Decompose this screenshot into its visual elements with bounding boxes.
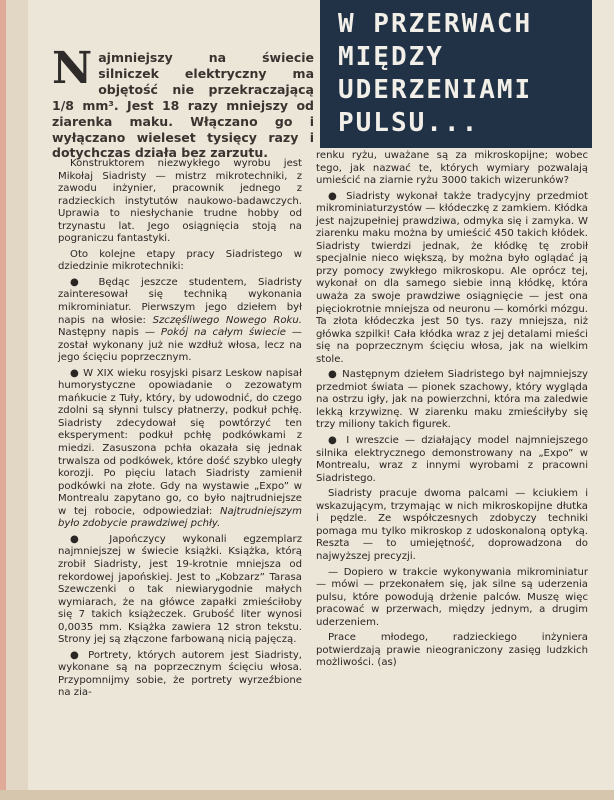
left-color-stripe: [0, 0, 6, 800]
text-column-right: [316, 150, 588, 673]
paragraph: [316, 435, 588, 485]
bullet-icon: ●: [328, 190, 347, 202]
paragraph: — Dopiero w trakcie wykonywania mikrominiatur — mówi — przekonałem się, jak silne są uderzenia pulsu, które powodują drżenie palców. Muszę więc pracować w przerwach, między jednym, a drugim uderzeniem.: [316, 566, 588, 628]
paragraph: Prace młodego, radzieckiego inżyniera potwierdzają prawie nieograniczony zasięg ludzkich możliwości. (as): [316, 632, 588, 669]
paragraph: renku ryżu, uważane są za mikroskopijne; wobec tego, jak nazwać te, których wymiary pozwalają umieścić na ziarnie ryżu 3000 takich wizerunków?: [316, 150, 588, 187]
quote-text: Pokój na całym świecie: [160, 327, 286, 339]
paragraph-text: Siadristy wykonał także tradycyjny przedmiot mikrominiaturzystów — kłódeczkę z zamkiem. Kłódka jest najzupełniej prawdziwa, odmyka się i zamyka. W ziarenku maku można by umieścić 450 takich kłódek. Siadristy twierdzi jednak, że kłódkę tę zrobił specjalnie nieco większą, by można było oglądać ją przy pomocy zwykłego mikroskopu. Ale oprócz tej, wykonał on dla samego siebie inną kłódkę, która uważa za swoje prawdziwe osiągnięcie — jest ona pięciokrotnie mniejsza od neuronu — komórki mózgu. Ta złota kłódeczka jest 50 tys. razy mniejsza, niż główka szpilki! Cała kłódka wraz z jej detalami mieści się na poprzecznym ścięciu włosa, jak na wielkim stole.: [316, 190, 588, 365]
paragraph-text: I wreszcie — działający model najmniejszego silnika elektrycznego demonstrowany na „Expo” w Montrealu, wraz z innymi wyrobami z pracowni Siadristego.: [316, 435, 588, 484]
paragraph: [58, 534, 302, 647]
paragraph: [316, 191, 588, 367]
title-line: PULSU...: [338, 108, 480, 138]
paragraph-text: Japończycy wykonali egzemplarz najmniejszej w świecie książki. Książka, którą zrobił Siadristy, jest 19-krotnie mniejsza od rekordowej japońskiej. Jest to „Kobzarz” Tarasa Szewczenki o tak niewiarygodnie małych wymiarach, że na główce zapałki zmieściłoby się 7 takich książeczek. Grubość liter wynosi 0,0035 mm. Książka zawiera 12 stron tekstu. Strony jej są złączone farbowaną nicią pajęczą.: [58, 533, 302, 646]
paragraph: Konstruktorem niezwykłego wyrobu jest Mikołaj Siadristy — mistrz mikrotechniki, z zawodu inżynier, pracownik jednego z radzieckich instytutów naukowo-badawczych. Uprawia to niesłychanie trudne hobby od trzynastu lat. Jego osiągnięcia stoją na pograniczu fantastyki.: [58, 158, 302, 245]
paragraph-text: — został wykonany już nie wzdłuż włosa, lecz na jego ścięciu poprzecznym.: [58, 327, 302, 364]
paragraph-text: Następny napis —: [58, 327, 161, 339]
bullet-icon: ●: [70, 276, 99, 288]
quote-text: Najtrudniejszym było zdobycie prawdziwej pchły.: [58, 505, 302, 530]
lead-paragraph: [52, 43, 314, 161]
drop-cap: N: [52, 43, 93, 94]
title-line: UDERZENIAMI: [338, 75, 533, 105]
paragraph-text: Następnym dziełem Siadristego był najmniejszy przedmiot świata — pionek szachowy, który wygląda na ostrzu igły, jak na powierzchni, która ma zaledwie lekką krzywiznę. W ziarenku maku zmieściłyby się trzy miliony takich figurek.: [316, 369, 588, 431]
bullet-icon: ●: [70, 533, 110, 545]
paragraph: [58, 277, 302, 365]
text-column-left: [58, 158, 302, 703]
paragraph: [58, 368, 302, 531]
paragraph: [316, 369, 588, 432]
bullet-icon: ●: [328, 435, 347, 447]
bullet-icon: ●: [328, 369, 343, 381]
article-title: [320, 0, 592, 148]
bottom-margin-band: [0, 790, 614, 800]
left-margin-band: [0, 0, 28, 800]
paragraph: Oto kolejne etapy pracy Siadristego w dziedzinie mikrotechniki:: [58, 248, 302, 273]
paragraph-text: W XIX wieku rosyjski pisarz Leskow napisał humorystyczne opowiadanie o zezowatym mańkucie z Tuły, który, by udowodnić, do czego zdolni są słynni tulscy płatnerzy, podkuł pchłę. Siadristy zdecydował się powtórzyć ten eksperyment: podkuł pchłę podkówkami z miedzi. Zasuszona pchła okazała się jednak trwalsza od podkówek, które dość szybko uległy korozji. Po pięciu latach Siadristy zamienił podkówki na złote. Gdy na wystawie „Expo” w Montrealu zapytano go, co było najtrudniejsze w tej robocie, odpowiedział:: [58, 367, 302, 517]
lead-text: ajmniejszy na świecie silniczek elektryczny ma objętość nie przekraczającą 1/8 mm³. Jest 18 razy mniejszy od ziarenka maku. Włączano go i wyłączano wieleset tysięcy razy i dotychczas działa bez zarzutu.: [52, 50, 314, 161]
bullet-icon: ●: [70, 649, 89, 661]
paragraph: [58, 650, 302, 700]
paragraph: Siadristy pracuje dwoma palcami — kciukiem i wskazującym, trzymając w nich mikroskopijne dłutka i pędzle. Ze współczesnych zdobyczy techniki pomaga mu tylko mikroskop z udoskonaloną optyką. Reszta — to umiejętność, doprowadzona do najwyższej precyzji.: [316, 488, 588, 562]
paragraph-text: Będąc jeszcze studentem, Siadristy zainteresował się techniką wykonania mikrominiatur. Pierwszym jego dziełem był napis na włosie:: [58, 276, 302, 326]
title-line: MIĘDZY: [338, 42, 444, 72]
quote-text: Szczęśliwego Nowego Roku.: [152, 314, 302, 326]
paragraph-text: Portrety, których autorem jest Siadristy, wykonane są na poprzecznym ścięciu włosa. Przypomnijmy sobie, że portrety wyrzeźbione na zia-: [58, 649, 302, 699]
bullet-icon: ●: [70, 367, 84, 379]
title-line: W PRZERWACH: [338, 9, 533, 39]
